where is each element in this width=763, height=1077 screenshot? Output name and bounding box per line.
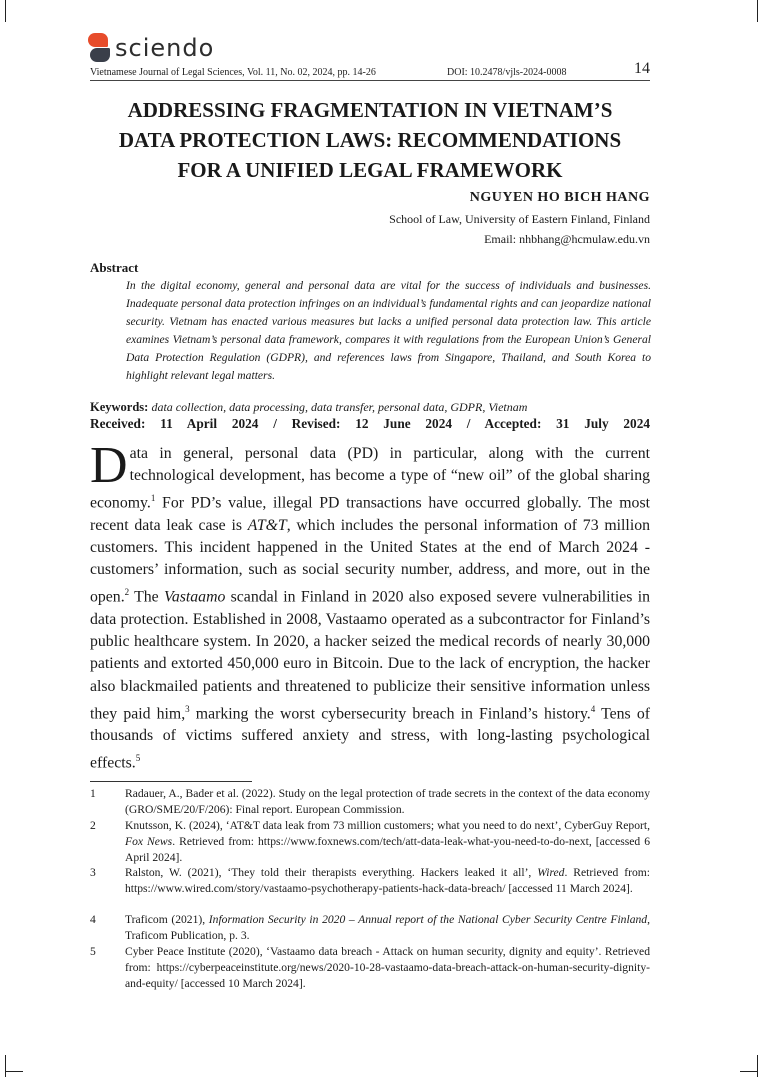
article-dates: Received: 11 April 2024 / Revised: 12 June 2024 / Accepted: 31 July 2024 <box>90 416 650 431</box>
footnote-ref-2[interactable]: 2 <box>124 587 130 598</box>
author-email: Email: nhbhang@hcmulaw.edu.vn <box>484 232 650 246</box>
footnote-emphasis: Fox News <box>125 835 173 848</box>
crop-mark-bottom-right-h <box>740 1071 758 1072</box>
doi-text: DOI: 10.2478/vjls-2024-0008 <box>447 67 567 78</box>
emphasis-vastaamo: Vastaamo <box>163 588 226 606</box>
footnote-text-run: Knutsson, K. (2024), ‘AT&T data leak from 73 million customers; what you need to do next’, CyberGuy Report, <box>125 819 650 832</box>
body-text-run: marking the worst cybersecurity breach in Finland’s history. <box>189 705 591 723</box>
drop-cap: D <box>90 437 128 494</box>
sciendo-logo <box>88 33 214 63</box>
footnote-text: Radauer, A., Bader et al. (2022). Study on the legal protection of trade secrets in the context of the data economy (GRO/SME/20/F/206): Final report. European Commission. <box>125 787 650 816</box>
footnote <box>90 865 650 897</box>
crop-mark-bottom-right-v <box>757 1055 758 1077</box>
body-text-run: scandal in Finland in 2020 also exposed severe vulnerabilities in data protection. Established in 2008, Vastaamo operated as a subcontractor for Finland’s public healthcare system. In 2020, a hacker seized the medical records of nearly 30,000 patients and extorted 450,000 euro in Bitcoin. Due to the lack of encryption, the hacker also blackmailed patients and threatened to publicize their sensitive information unless they paid him, <box>90 588 650 723</box>
footnote-rule <box>90 781 252 782</box>
logo-text: sciendo <box>115 34 215 62</box>
footnote-text-run: Ralston, W. (2021), ‘They told their therapists everything. Hackers leaked it all’, <box>125 866 538 879</box>
body-text-run: For PD’s value, illegal PD transactions have occurred globally. The most recent data leak case is <box>90 494 650 534</box>
body-paragraph <box>90 437 651 775</box>
abstract-heading: Abstract <box>90 260 139 275</box>
crop-mark-bottom-left-h <box>5 1071 23 1072</box>
footnote <box>90 912 650 944</box>
keywords <box>90 400 527 415</box>
footnote-ref-5[interactable]: 5 <box>135 753 141 764</box>
body-text-run: Tens of thousands of victims suffered anxiety and stress, with long-lasting psychological effects. <box>90 705 650 772</box>
title-line: DATA PROTECTION LAWS: RECOMMENDATIONS <box>118 128 622 152</box>
footnote <box>90 944 650 992</box>
footnote-number: 2 <box>90 819 96 832</box>
footnote-text <box>125 912 650 944</box>
author-affiliation: School of Law, University of Eastern Finland, Finland <box>389 212 650 226</box>
footnote-text-run: Traficom (2021), <box>125 913 209 926</box>
footnote-emphasis: Information Security in 2020 – Annual report of the National Cyber Security Centre Finland <box>208 913 648 926</box>
footnote-text <box>125 818 650 866</box>
footnote <box>90 786 650 818</box>
footnote-ref-4[interactable]: 4 <box>590 703 596 714</box>
crop-mark-top-right-v <box>757 0 758 22</box>
header-rule <box>90 80 650 81</box>
article-title <box>90 95 650 185</box>
footnote-ref-1[interactable]: 1 <box>150 493 156 504</box>
page-number: 14 <box>634 60 650 77</box>
abstract-text: In the digital economy, general and personal data are vital for the success of individuals and businesses. Inadequate personal data protection infringes on an individual’s fundamental rights and can jeopardize national security. Vietnam has enacted various measures but lacks a unified personal data protection law. This article examines Vietnam’s personal data framework, compares it with regulations from the European Union’s General Data Protection Regulation (GDPR), and references laws from Singapore, Thailand, and South Korea to highlight relevant legal matters. <box>126 279 651 382</box>
title-line: FOR A UNIFIED LEGAL FRAMEWORK <box>177 158 563 182</box>
footnote-text[interactable]: Cyber Peace Institute (2020), ‘Vastaamo data breach - Attack on human security, dignity and equity’. Retrieved from: https://cyberpeaceinstitute.org/news/2020-10-28-vastaamo-data-breach-attack-on-human-security-dignity-and-equity/ [accessed 10 March 2024]. <box>125 945 650 990</box>
footnote-emphasis: Wired <box>537 866 565 879</box>
crop-mark-bottom-left-v <box>5 1055 6 1077</box>
footnote-text <box>125 865 650 897</box>
running-head <box>90 60 650 78</box>
keywords-label: Keywords: <box>90 400 149 414</box>
emphasis-att: AT&T <box>247 516 287 534</box>
footnote-text-run[interactable]: . Retrieved from: https://www.foxnews.com/tech/att-data-leak-what-you-need-to-do-next, [accessed 6 April 2024]. <box>125 835 651 864</box>
sciendo-logo-icon <box>88 33 110 63</box>
footnote-number: 5 <box>90 945 96 958</box>
footnote-text-run[interactable]: . Retrieved from: https://www.wired.com/story/vastaamo-psychotherapy-patients-hack-data-breach/ [accessed 11 March 2024]. <box>125 866 650 895</box>
footnote-number: 3 <box>90 866 96 879</box>
crop-mark-top-left-v <box>5 0 6 22</box>
footnote-ref-3[interactable]: 3 <box>185 703 190 714</box>
body-text-run: The <box>129 588 164 606</box>
journal-citation: Vietnamese Journal of Legal Sciences, Vol. 11, No. 02, 2024, pp. 14-26 <box>90 67 376 78</box>
title-line: ADDRESSING FRAGMENTATION IN VIETNAM’S <box>127 98 613 122</box>
footnote-number: 1 <box>90 787 96 800</box>
footnote-text-run: , Traficom Publication, p. 3. <box>125 913 650 942</box>
footnote-number: 4 <box>90 913 96 926</box>
body-text-run: , which includes the personal information of 73 million customers. This incident happened in the United States at the end of March 2024 - customers’ information, such as social security number, address, and more, out in the open. <box>90 516 651 606</box>
footnote <box>90 818 650 866</box>
body-text-run: ata in general, personal data (PD) in particular, along with the current technological development, has become a type of “new oil” of the global sharing economy. <box>90 445 650 512</box>
author-name: NGUYEN HO BICH HANG <box>469 190 650 205</box>
keywords-list: data collection, data processing, data transfer, personal data, GDPR, Vietnam <box>151 400 528 414</box>
